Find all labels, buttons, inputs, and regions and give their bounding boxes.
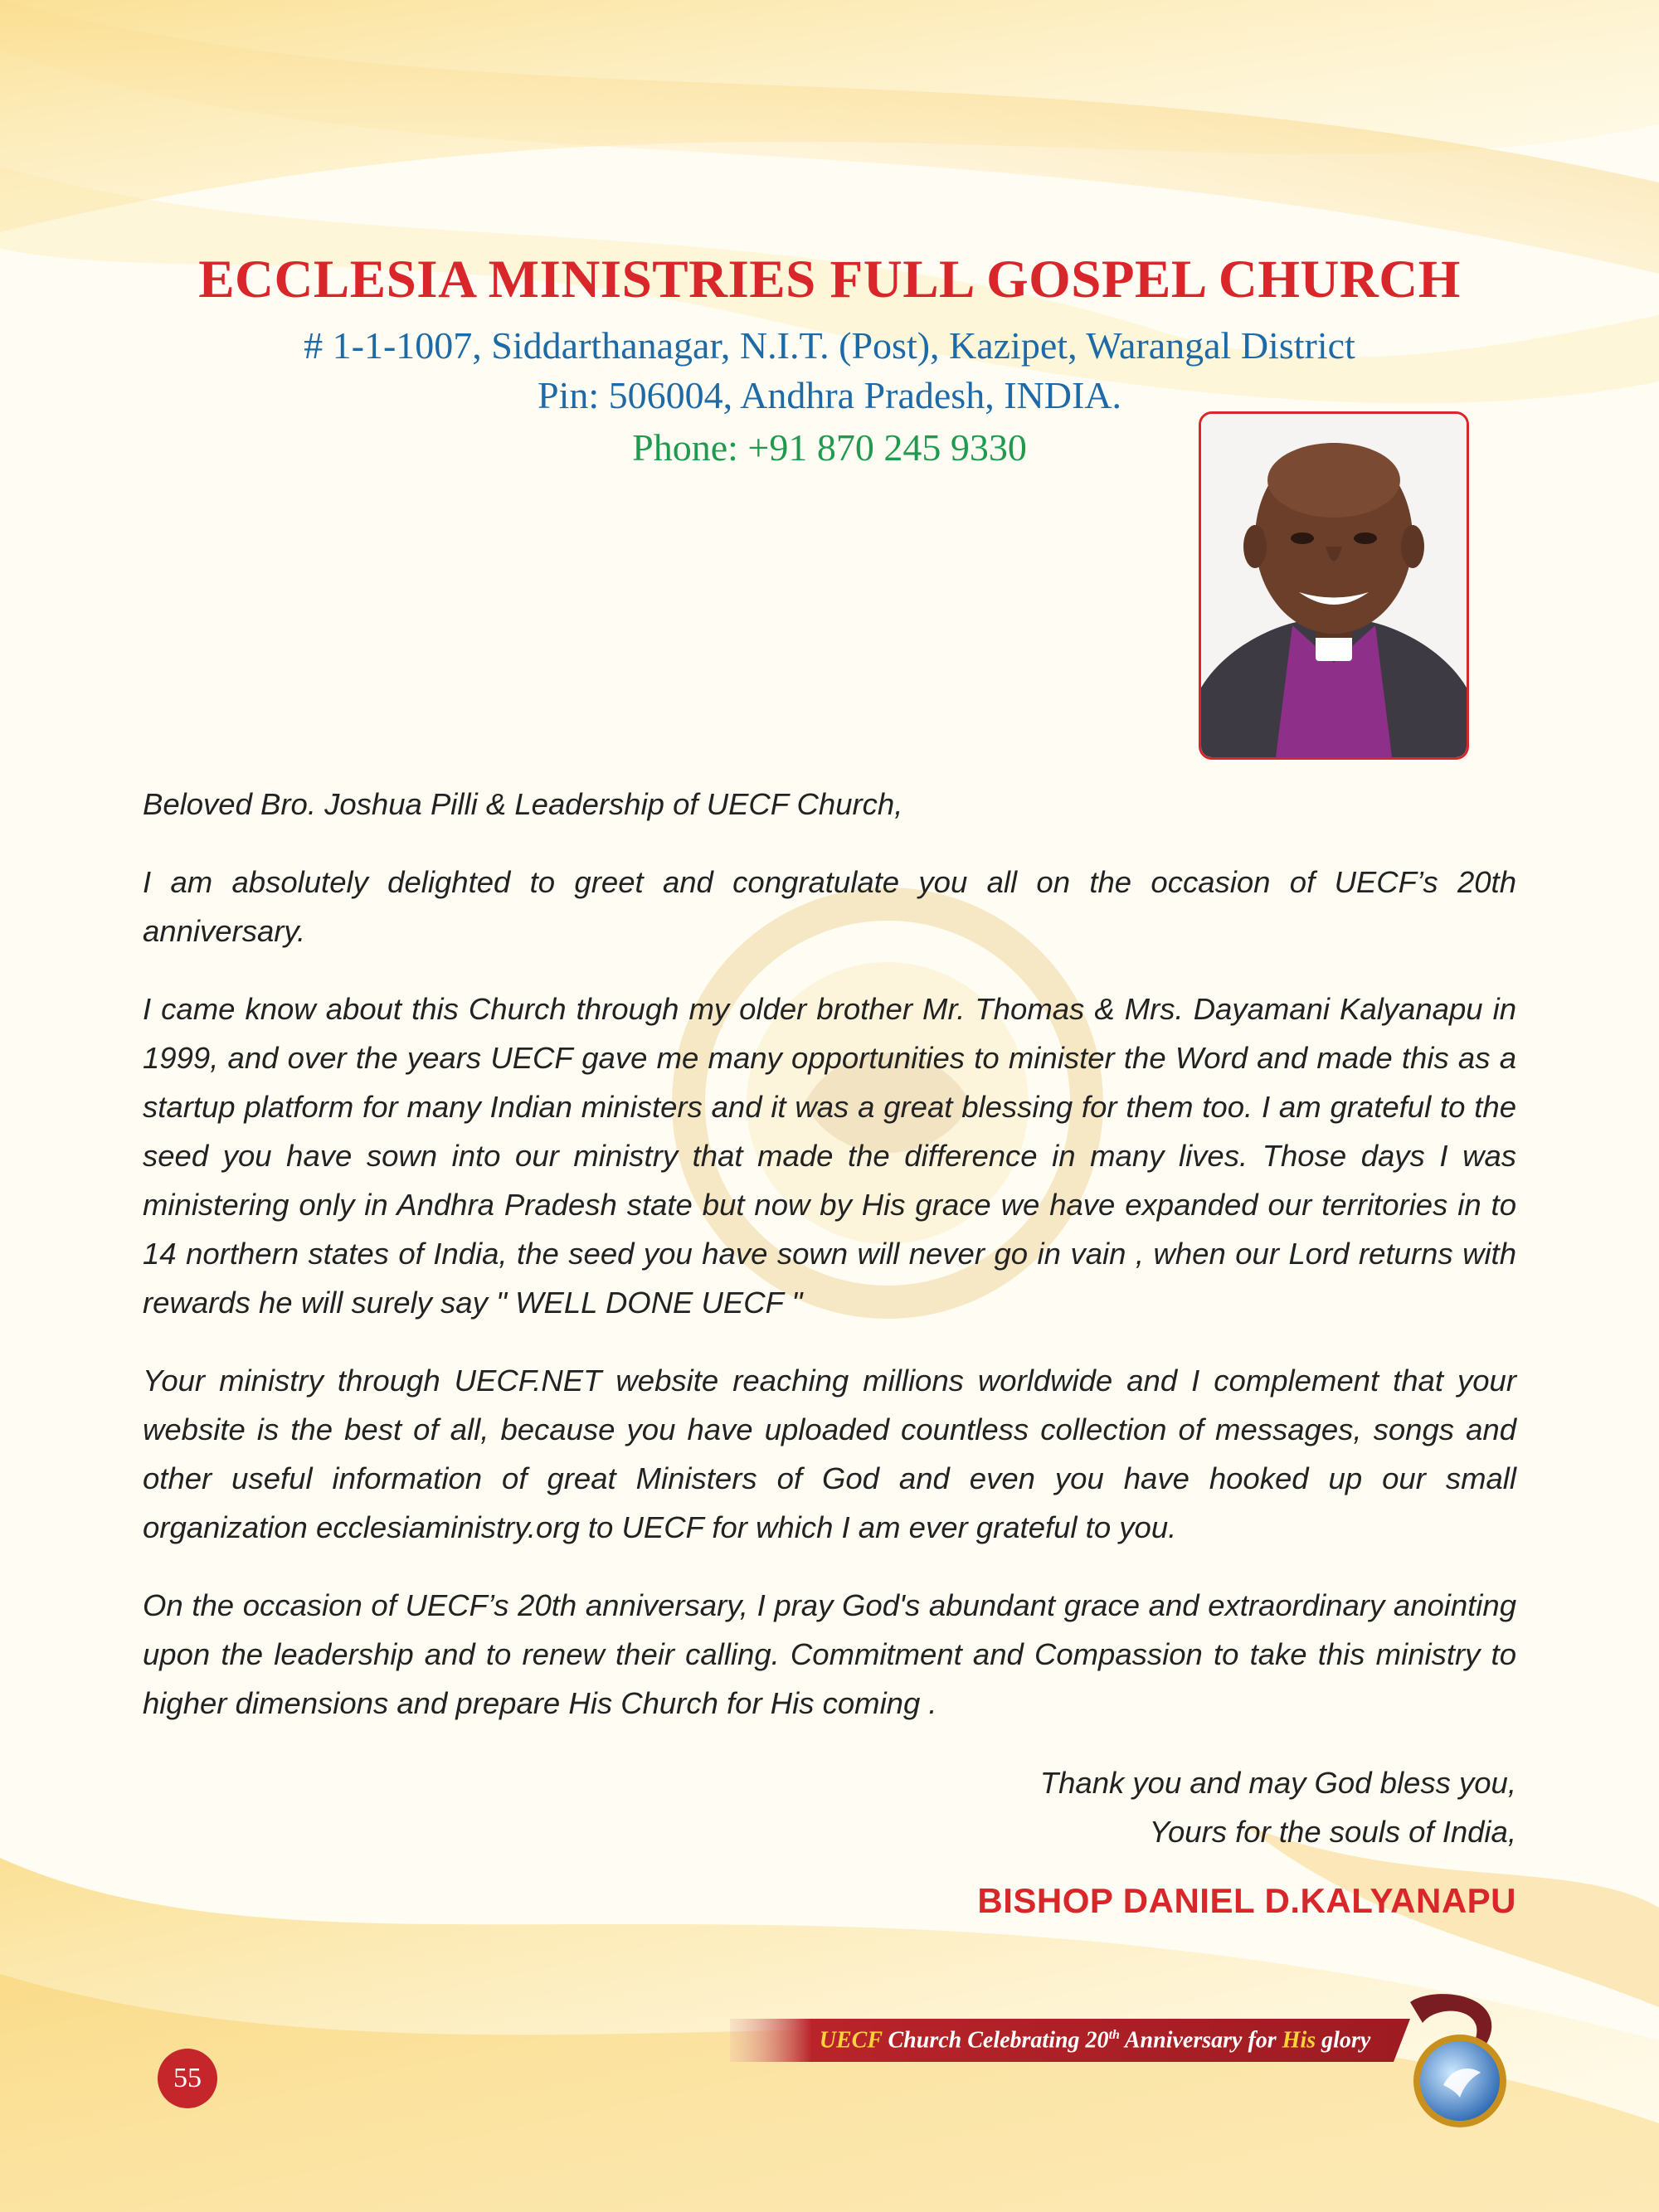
banner-his: His (1282, 2027, 1316, 2054)
portrait-illustration (1201, 414, 1467, 757)
address-line-2: Pin: 506004, Andhra Pradesh, INDIA. (538, 374, 1121, 416)
banner-prefix: UECF (819, 2027, 883, 2054)
organization-name: ECCLESIA MINISTRIES FULL GOSPEL CHURCH (198, 250, 1461, 309)
letter-paragraph: On the occasion of UECF’s 20th anniversary, I pray God's abundant grace and extraordinary anointing upon the leadership and to renew their calling. Commitment and Compassion to take this ministry to higher dimensions and prepare His Church for His coming . (143, 1588, 1516, 1720)
closing-line-1: Thank you and may God bless you, (1039, 1766, 1516, 1800)
letter-body (143, 780, 1516, 1757)
phone-number: Phone: +91 870 245 9330 (632, 426, 1027, 469)
bishop-portrait (1199, 411, 1469, 760)
anniversary-logo-number (1377, 1984, 1477, 1985)
closing (1040, 1758, 1516, 1856)
address-line-1: # 1-1-1007, Siddarthanagar, N.I.T. (Post), Kazipet, Warangal District (304, 324, 1355, 367)
letter-paragraph: I am absolutely delighted to greet and congratulate you all on the occasion of UECF’s 20th anniversary. (143, 865, 1516, 948)
letter-paragraph: I came know about this Church through my older brother Mr. Thomas & Mrs. Dayamani Kalyanapu in 1999, and over the years UECF gave me many opportunities to minister the Word and made this as a startup platform for many Indian ministers and it was a great blessing for them too. I am grateful to the seed you have sown into our ministry that made the difference in many lives. Those days I was ministering only in Andhra Pradesh state but now by His grace we have expanded our territories in to 14 northern states of India, the seed you have sown will never go in vain , when our Lord returns with rewards he will surely say " WELL DONE UECF " (143, 992, 1516, 1320)
signature: BISHOP DANIEL D.KALYANAPU (977, 1881, 1516, 1920)
letter-paragraph: Your ministry through UECF.NET website reaching millions worldwide and I complement that your website is the best of all, because you have uploaded countless collection of messages, songs and other useful information of great Ministers of God and even you have hooked up our small organization ecclesiaministry.org to UECF for which I am ever grateful to you. (143, 1364, 1516, 1544)
letterhead (0, 249, 1659, 311)
banner-middle: Church Celebrating 20 (888, 2027, 1109, 2054)
salutation: Beloved Bro. Joshua Pilli & Leadership of UECF Church, (143, 787, 903, 821)
closing-line-2: Yours for the souls of India, (1149, 1815, 1516, 1849)
banner-caption (780, 2020, 1410, 2055)
anniversary-banner (730, 1994, 1543, 2143)
page-number: 55 (158, 2049, 217, 2108)
banner-after: Anniversary for (1124, 2027, 1277, 2054)
banner-end: glory (1321, 2027, 1371, 2054)
banner-ordinal: th (1108, 2028, 1120, 2042)
